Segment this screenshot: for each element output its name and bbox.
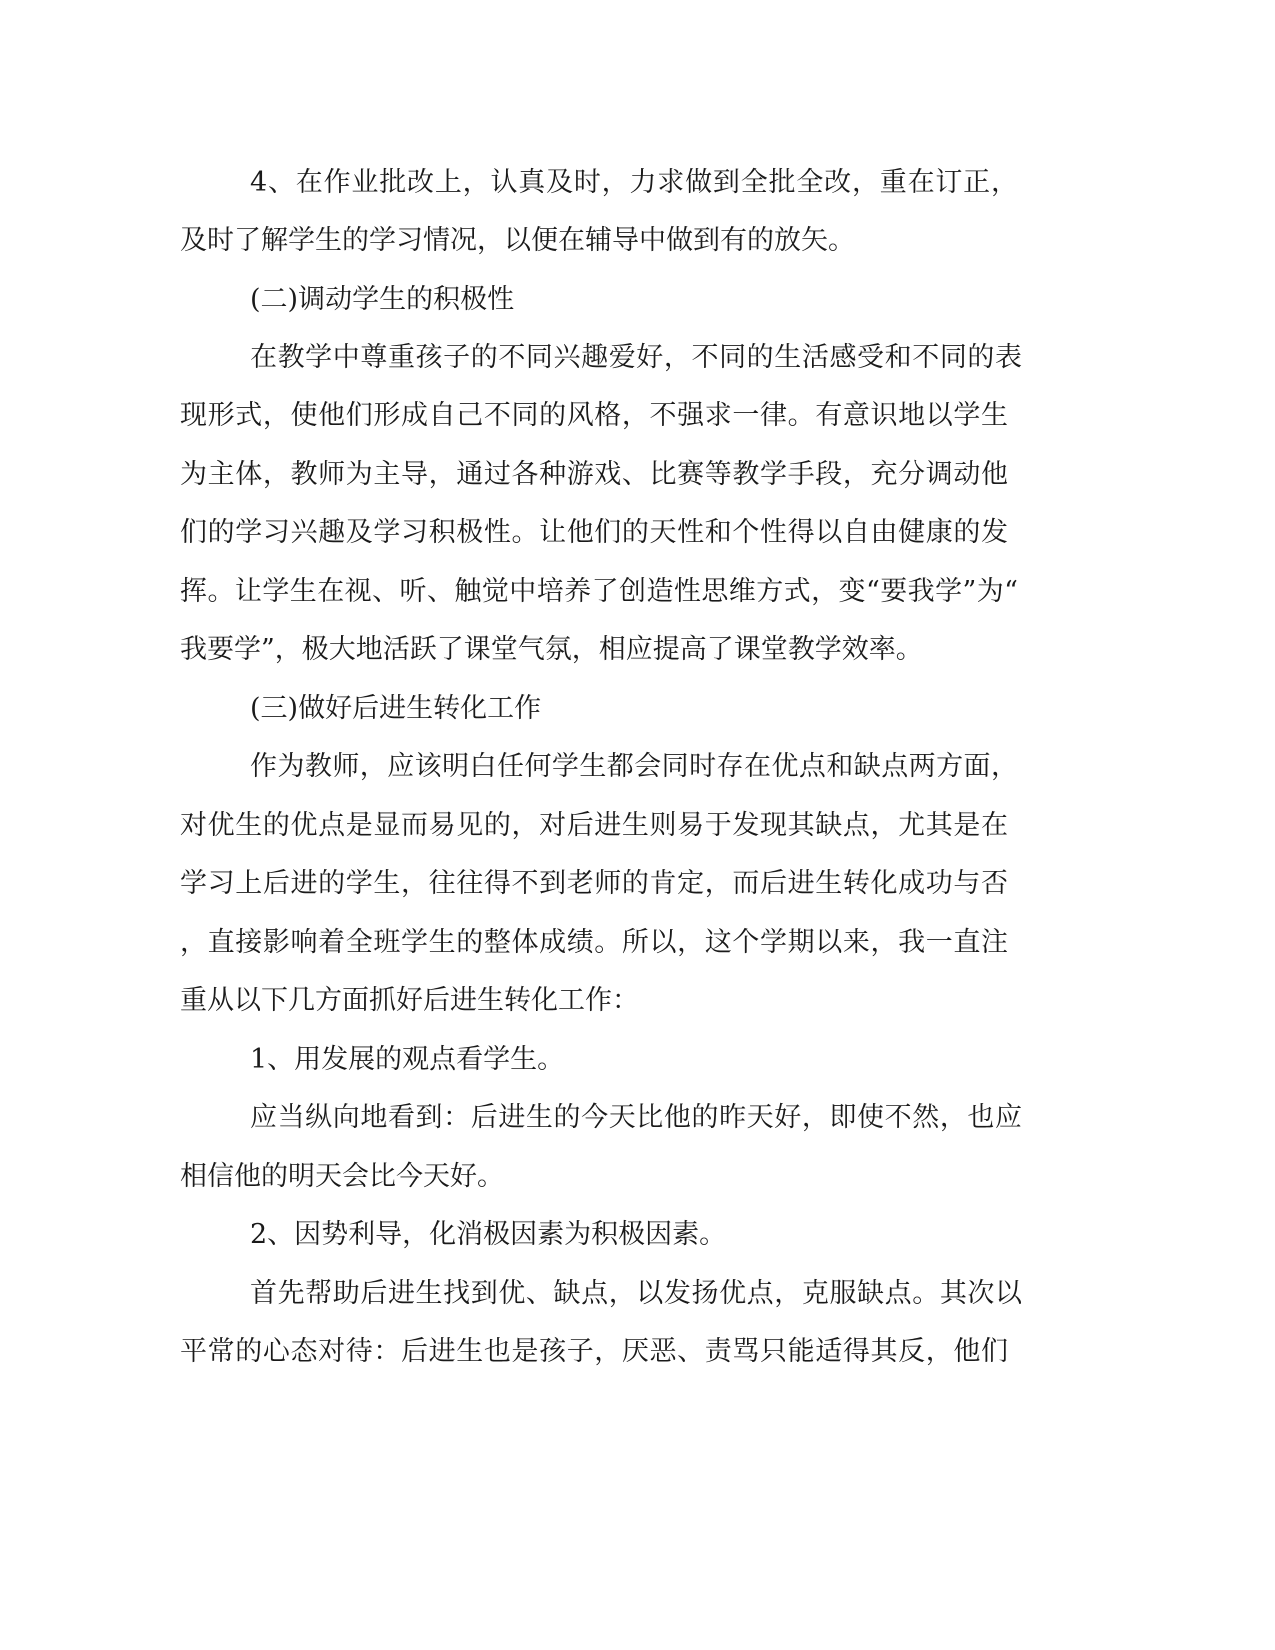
paragraph-line: 及时了解学生的学习情况，以便在辅导中做到有的放矢。 <box>180 225 855 256</box>
section-heading: (三)做好后进生转化工作 <box>250 693 542 724</box>
paragraph-line: 作为教师，应该明白任何学生都会同时存在优点和缺点两方面， <box>250 751 1018 782</box>
section-heading: (二)调动学生的积极性 <box>250 284 515 315</box>
paragraph-line: 平常的心态对待：后进生也是孩子，厌恶、责骂只能适得其反，他们 <box>180 1336 1008 1367</box>
paragraph-line: 4、在作业批改上，认真及时，力求做到全批全改，重在订正， <box>250 167 1018 198</box>
numbered-item: 1、用发展的观点看学生。 <box>250 1044 565 1075</box>
numbered-item: 2、因势利导，化消极因素为积极因素。 <box>250 1219 727 1250</box>
paragraph-line: 为主体，教师为主导，通过各种游戏、比赛等教学手段，充分调动他 <box>180 459 1008 490</box>
paragraph-line: 我要学”，极大地活跃了课堂气氛，相应提高了课堂教学效率。 <box>180 634 923 665</box>
paragraph-line: ，直接影响着全班学生的整体成绩。所以，这个学期以来，我一直注 <box>180 927 1008 958</box>
paragraph-line: 挥。让学生在视、听、触觉中培养了创造性思维方式，变“要我学”为“ <box>180 576 1018 607</box>
paragraph-line: 重从以下几方面抓好后进生转化工作： <box>180 985 639 1016</box>
paragraph-line: 对优生的优点是显而易见的，对后进生则易于发现其缺点，尤其是在 <box>180 810 1008 841</box>
paragraph-line: 应当纵向地看到：后进生的今天比他的昨天好，即使不然，也应 <box>250 1102 1022 1133</box>
paragraph-line: 在教学中尊重孩子的不同兴趣爱好，不同的生活感受和不同的表 <box>250 342 1022 373</box>
paragraph-line: 学习上后进的学生，往往得不到老师的肯定，而后进生转化成功与否 <box>180 868 1008 899</box>
paragraph-line: 相信他的明天会比今天好。 <box>180 1161 504 1192</box>
paragraph-line: 们的学习兴趣及学习积极性。让他们的天性和个性得以自由健康的发 <box>180 517 1008 548</box>
paragraph-line: 首先帮助后进生找到优、缺点，以发扬优点，克服缺点。其次以 <box>250 1278 1022 1309</box>
paragraph-line: 现形式，使他们形成自己不同的风格，不强求一律。有意识地以学生 <box>180 400 1008 431</box>
